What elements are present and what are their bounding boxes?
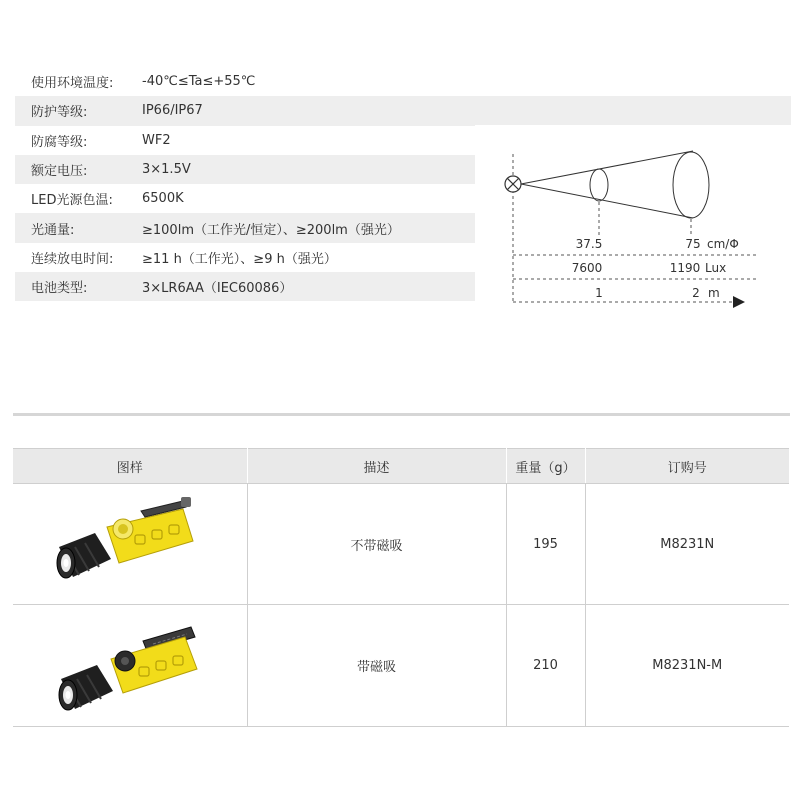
order-number-cell: M8231N xyxy=(585,484,789,605)
beam-section-near xyxy=(590,169,608,201)
spec-value: 6500K xyxy=(142,191,184,207)
beam-edge-bottom xyxy=(521,184,693,218)
spec-row-voltage xyxy=(15,155,475,184)
spec-label: 电池类型: xyxy=(31,281,88,297)
spec-label: 光通量: xyxy=(31,222,75,238)
diameter-near: 37.5 xyxy=(575,237,603,251)
order-number-cell: M8231N-M xyxy=(585,605,789,727)
spec-row-anticorrosion xyxy=(15,126,475,155)
spec-label: 额定电压: xyxy=(31,164,88,180)
distance-far: 2 xyxy=(692,286,700,300)
table-header-row xyxy=(13,449,789,484)
spec-value: -40℃≤Ta≤+55℃ xyxy=(142,74,256,90)
header-weight: 重量（g） xyxy=(506,449,585,484)
table-row xyxy=(13,605,789,727)
product-image-cell xyxy=(13,484,247,605)
spec-label: 连续放电时间: xyxy=(31,251,114,267)
description-cell: 带磁吸 xyxy=(247,605,506,727)
section-divider xyxy=(13,413,790,416)
header-image: 图样 xyxy=(13,449,247,484)
flashlight-image xyxy=(45,489,215,599)
spec-row-luminous-flux xyxy=(15,213,475,242)
lux-far: 1190 xyxy=(669,261,701,275)
spec-label: 使用环境温度: xyxy=(31,76,114,92)
lamp-symbol-icon xyxy=(505,176,521,192)
diameter-far: 75 xyxy=(685,237,701,251)
spec-row-battery xyxy=(15,272,475,301)
weight-cell: 210 xyxy=(506,605,585,727)
header-description: 描述 xyxy=(247,449,506,484)
spec-value: ≥100lm（工作光/恒定）、≥200lm（强光） xyxy=(142,222,400,238)
spec-list xyxy=(15,67,475,301)
spec-row-protection xyxy=(15,96,475,125)
product-table xyxy=(13,448,789,727)
spec-value: IP66/IP67 xyxy=(142,103,203,119)
spec-label: 防腐等级: xyxy=(31,134,88,150)
flashlight-magnetic-image xyxy=(45,611,215,721)
lux-near: 7600 xyxy=(571,261,603,275)
diameter-unit: cm/Φ xyxy=(707,237,739,251)
product-image-cell xyxy=(13,605,247,727)
spec-value: 3×1.5V xyxy=(142,162,191,178)
distance-near: 1 xyxy=(595,286,603,300)
distance-unit: m xyxy=(708,286,720,300)
lux-unit: Lux xyxy=(705,261,727,275)
spec-stripe-extension xyxy=(475,96,791,125)
spec-row-color-temp xyxy=(15,184,475,213)
arrow-right-icon xyxy=(733,296,745,308)
spec-label: LED光源色温: xyxy=(31,193,113,209)
weight-cell: 195 xyxy=(506,484,585,605)
spec-value: WF2 xyxy=(142,132,171,148)
spec-label: 防护等级: xyxy=(31,105,88,121)
spec-row-temperature xyxy=(15,67,475,96)
table-row xyxy=(13,484,789,605)
description-cell: 不带磁吸 xyxy=(247,484,506,605)
spec-value: 3×LR6AA（IEC60086） xyxy=(142,281,293,297)
header-order-number: 订购号 xyxy=(585,449,789,484)
beam-diagram xyxy=(495,140,770,315)
spec-row-discharge-time xyxy=(15,243,475,272)
spec-value: ≥11 h（工作光）、≥9 h（强光） xyxy=(142,251,337,267)
beam-section-far xyxy=(673,152,709,218)
